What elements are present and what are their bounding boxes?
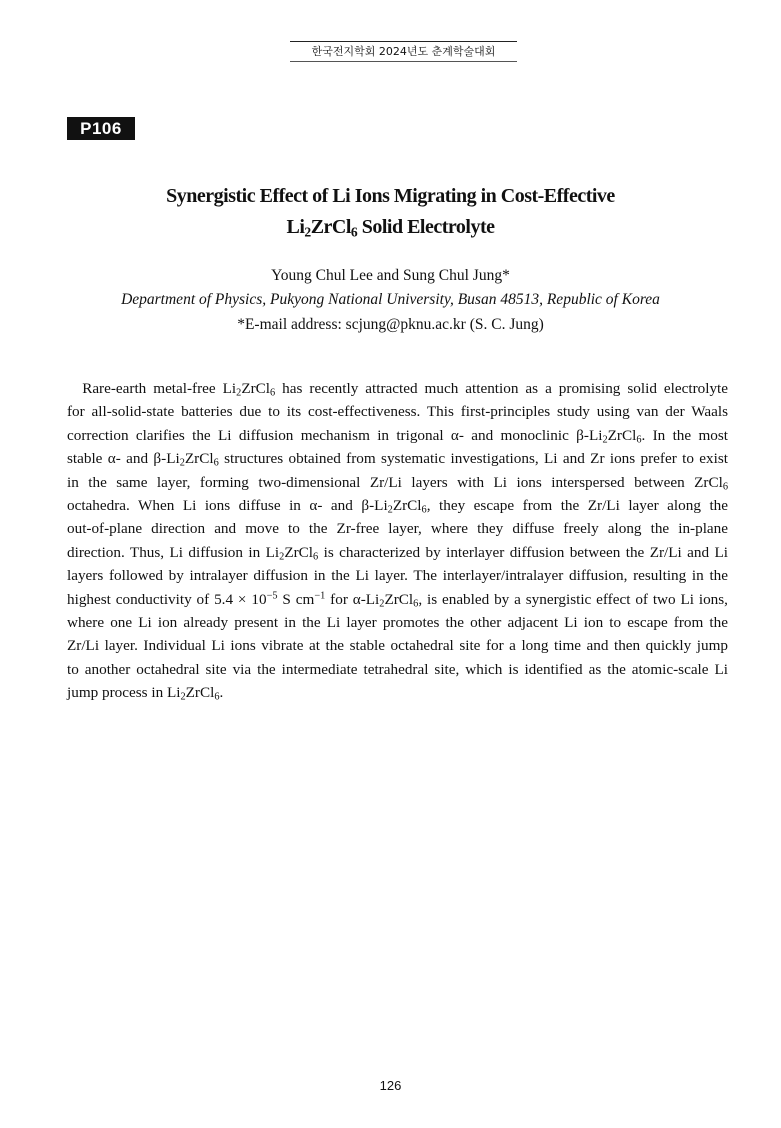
abstract-line: jump process in $Li_2ZrCl_6$. — [67, 684, 224, 703]
abstract-line: stable α- and $\beta-Li_2ZrCl_6$ structures obtained from systematic investigations, Li and Zr ions prefer to exist — [67, 450, 728, 469]
abstract-line: where one Li ion already present in the Li layer promotes the other adjacent Li ion to escape from the — [67, 613, 728, 631]
title-line-2: $Li_2ZrCl_6$ Solid Electrolyte — [286, 216, 495, 240]
abstract-line: correction clarifies the Li diffusion mechanism in trigonal α- and monoclinic $\beta-Li_2ZrCl_6$. In the most — [67, 426, 729, 446]
abstract-line: layers followed by intralayer diffusion in the Li layer. The interlayer/intralayer diffusion, resulting in the — [67, 567, 728, 585]
conference-header: 한국전지학회 2024년도 춘계학술대회 — [290, 41, 517, 62]
abstract-line: for all-solid-state batteries due to its cost-effectiveness. This first-principles study using van der Waals — [67, 403, 728, 421]
abstract-line: octahedra. When Li ions diffuse in α- and $\beta-Li_2ZrCl_6$, they escape from the Zr/Li layer along the — [67, 496, 728, 516]
abstract-body — [67, 377, 728, 704]
paper-title — [90, 181, 691, 243]
abstract-line: direction. Thus, Li diffusion in $Li_2ZrCl_6$ is characterized by interlayer diffusion between the Zr/Li and Li — [67, 543, 729, 563]
abstract-line: Rare-earth metal-free $Li_2ZrCl_6$ has recently attracted much attention as a promising solid electrolyte — [67, 380, 729, 399]
title-line-1: Synergistic Effect of Li Ions Migrating in Cost-Effective — [166, 185, 615, 207]
poster-code-badge: P106 — [67, 117, 135, 140]
contact-email: *E-mail address: scjung@pknu.ac.kr (S. C. Jung) — [237, 316, 544, 333]
abstract-line: out-of-plane direction and move to the Zr-free layer, where they diffuse freely along the in-plane — [67, 520, 728, 538]
affiliation: Department of Physics, Pukyong National University, Busan 48513, Republic of Korea — [121, 291, 660, 308]
abstract-line: highest conductivity of $5.4 \times 10^{-5}$ S $cm^{-1}$ for $\alpha-Li_2ZrCl_6$, is enabled by a synergistic effect of two Li ions, — [67, 589, 728, 610]
page-number: 126 — [379, 1078, 402, 1093]
abstract-line: Zr/Li layer. Individual Li ions vibrate at the stable octahedral site for a long time and then quickly jump — [67, 637, 728, 655]
abstract-line: to another octahedral site via the intermediate tetrahedral site, which is identified as the atomic-scale Li — [67, 660, 728, 678]
abstract-line: in the same layer, forming two-dimensional Zr/Li layers with Li ions interspersed between ZrCl$_6$ — [67, 473, 728, 493]
author-list: Young Chul Lee and Sung Chul Jung* — [271, 267, 510, 284]
